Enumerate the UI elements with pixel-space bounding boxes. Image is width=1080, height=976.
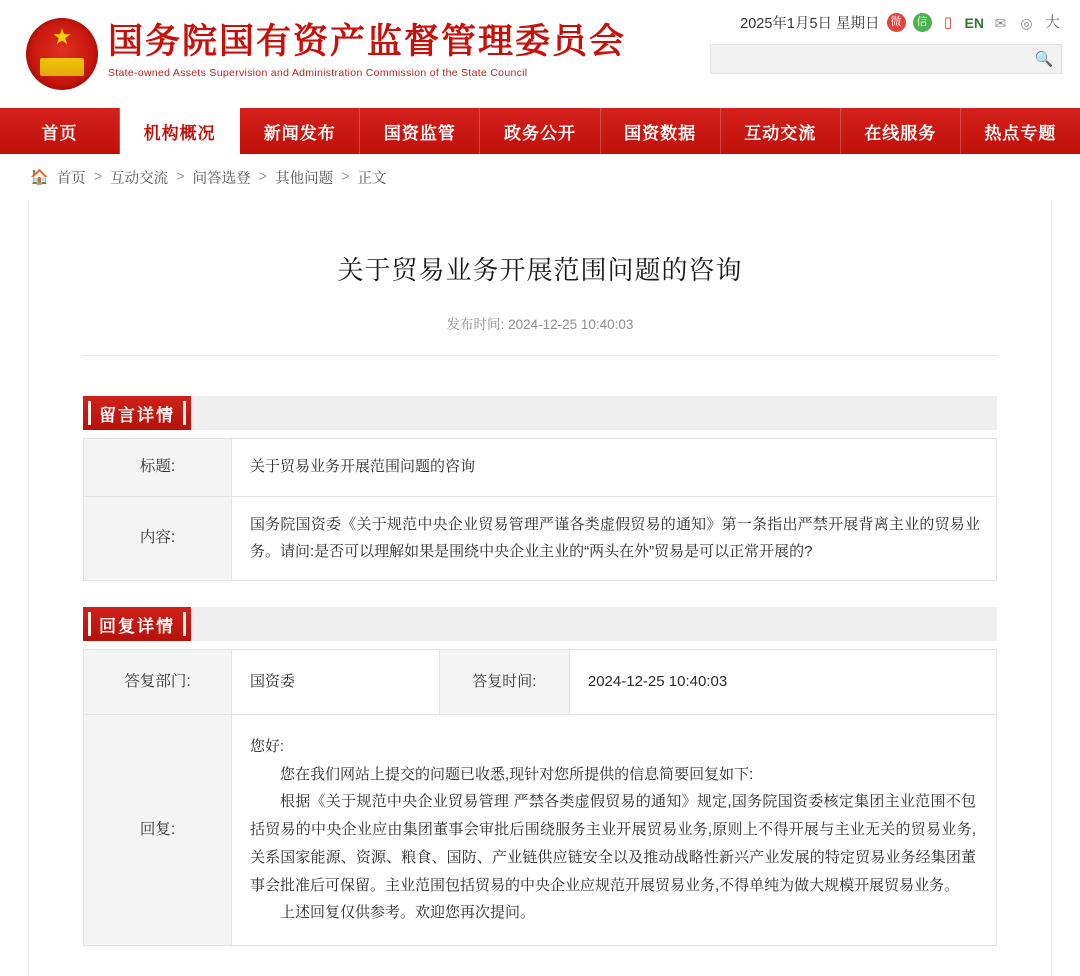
- main-nav: [0, 108, 1080, 154]
- breadcrumb-item-0[interactable]: 首页: [56, 170, 86, 187]
- nav-item-topics[interactable]: 热点专题: [984, 123, 1057, 143]
- nav-item-supervision[interactable]: 国资监管: [360, 108, 480, 154]
- nav-item-interaction[interactable]: 互动交流: [721, 108, 841, 154]
- accessibility-icon[interactable]: 大: [1044, 14, 1060, 31]
- table-row: [84, 496, 997, 581]
- breadcrumb: [0, 154, 1080, 200]
- breadcrumb-separator: >: [341, 169, 350, 185]
- reply-paragraph-0: 您好:: [250, 737, 285, 755]
- nav-item-data[interactable]: 国资数据: [601, 108, 721, 154]
- message-title-value: 关于贸易业务开展范围问题的咨询: [232, 439, 997, 497]
- breadcrumb-separator: >: [93, 169, 103, 185]
- nav-item-government-affairs[interactable]: 政务公开: [480, 108, 600, 154]
- site-header: [0, 0, 1080, 108]
- reply-paragraph-2: 根据《关于规范中央企业贸易管理 严禁各类虚假贸易的通知》规定,国务院国资委核定集团主业范围不包括贸易的中央企业应由集团董事会审批后围绕服务主业开展贸易业务,原则上不得开展与主业无关的贸易业务,关系国家能源、资源、粮食、国防、产业链供应链安全以及推动战略性新兴产业发展的特定贸易业务经集团董事会批准后可保留。主业范围包括贸易的中央企业应规范开展贸易业务,不得单纯为做大规模开展贸易业务。: [250, 793, 976, 894]
- publish-label: 发布时间:: [446, 317, 505, 332]
- home-icon[interactable]: 🏠: [30, 169, 49, 186]
- reply-dept-label: 答复部门:: [84, 650, 232, 715]
- reply-paragraph-3: 上述回复仅供参考。欢迎您再次提问。: [280, 904, 536, 922]
- wechat-icon[interactable]: 信: [913, 13, 932, 32]
- weibo-icon[interactable]: 微: [887, 13, 906, 32]
- nav-item-home[interactable]: 首页: [0, 108, 120, 154]
- table-row: [84, 714, 997, 945]
- search-box: [710, 44, 1062, 74]
- reply-content-label: 回复:: [84, 714, 232, 945]
- message-section-bar: [191, 396, 997, 430]
- message-section-header: [83, 396, 997, 430]
- article-container: [28, 200, 1052, 976]
- header-utility-bar: [740, 12, 1062, 33]
- mail-icon[interactable]: ✉: [994, 14, 1007, 31]
- message-detail-table: [83, 438, 997, 581]
- publish-meta: [83, 313, 997, 333]
- english-link[interactable]: EN: [964, 14, 984, 31]
- breadcrumb-separator: >: [258, 169, 268, 185]
- search-icon[interactable]: 🔍: [1027, 45, 1061, 73]
- national-emblem-icon: [26, 18, 98, 90]
- reply-time-label: 答复时间:: [439, 650, 569, 715]
- breadcrumb-item-3[interactable]: 其他问题: [275, 170, 334, 187]
- page-title: 关于贸易业务开展范围问题的咨询: [337, 256, 743, 286]
- divider: [83, 355, 997, 356]
- nav-item-news[interactable]: 新闻发布: [240, 108, 360, 154]
- brand-title-cn: 国务院国有资产监督管理委员会: [108, 22, 627, 62]
- message-content-value: 国务院国资委《关于规范中央企业贸易管理严谨各类虚假贸易的通知》第一条指出严禁开展背离主业的贸易业务。请问:是否可以理解如果是围绕中央企业主业的“两头在外”贸易是可以正常开展的?: [232, 496, 997, 581]
- brand-title-en: State-owned Assets Supervision and Administration Commission of the State Council: [108, 67, 528, 80]
- message-title-label: 标题:: [84, 439, 232, 497]
- reply-section-title: 回复详情: [83, 607, 191, 641]
- search-input[interactable]: [711, 52, 1027, 67]
- reply-content-value: [232, 714, 997, 945]
- breadcrumb-current: 正文: [357, 170, 387, 187]
- reply-detail-table: [83, 649, 997, 946]
- publish-time: 2024-12-25 10:40:03: [508, 317, 634, 332]
- nav-item-overview[interactable]: 机构概况: [120, 108, 240, 154]
- reply-dept-value: 国资委: [232, 650, 440, 715]
- reply-section-bar: [191, 607, 997, 641]
- table-row: [84, 439, 997, 497]
- message-section-title: 留言详情: [83, 396, 191, 430]
- reply-time-value: 2024-12-25 10:40:03: [569, 650, 996, 715]
- breadcrumb-separator: >: [176, 169, 185, 185]
- site-brand: [108, 22, 626, 79]
- table-row: [84, 650, 997, 715]
- mobile-icon[interactable]: ▯: [943, 14, 953, 31]
- message-content-label: 内容:: [84, 496, 232, 581]
- nav-item-online-service[interactable]: 在线服务: [841, 108, 961, 154]
- breadcrumb-item-2[interactable]: 问答选登: [192, 170, 251, 187]
- current-date: 2025年1月5日 星期日: [740, 16, 880, 32]
- reply-paragraph-1: 您在我们网站上提交的问题已收悉,现针对您所提供的信息简要回复如下:: [280, 765, 754, 783]
- breadcrumb-item-1[interactable]: 互动交流: [110, 170, 169, 187]
- reply-section-header: [83, 607, 997, 641]
- eye-icon[interactable]: ◎: [1020, 14, 1033, 31]
